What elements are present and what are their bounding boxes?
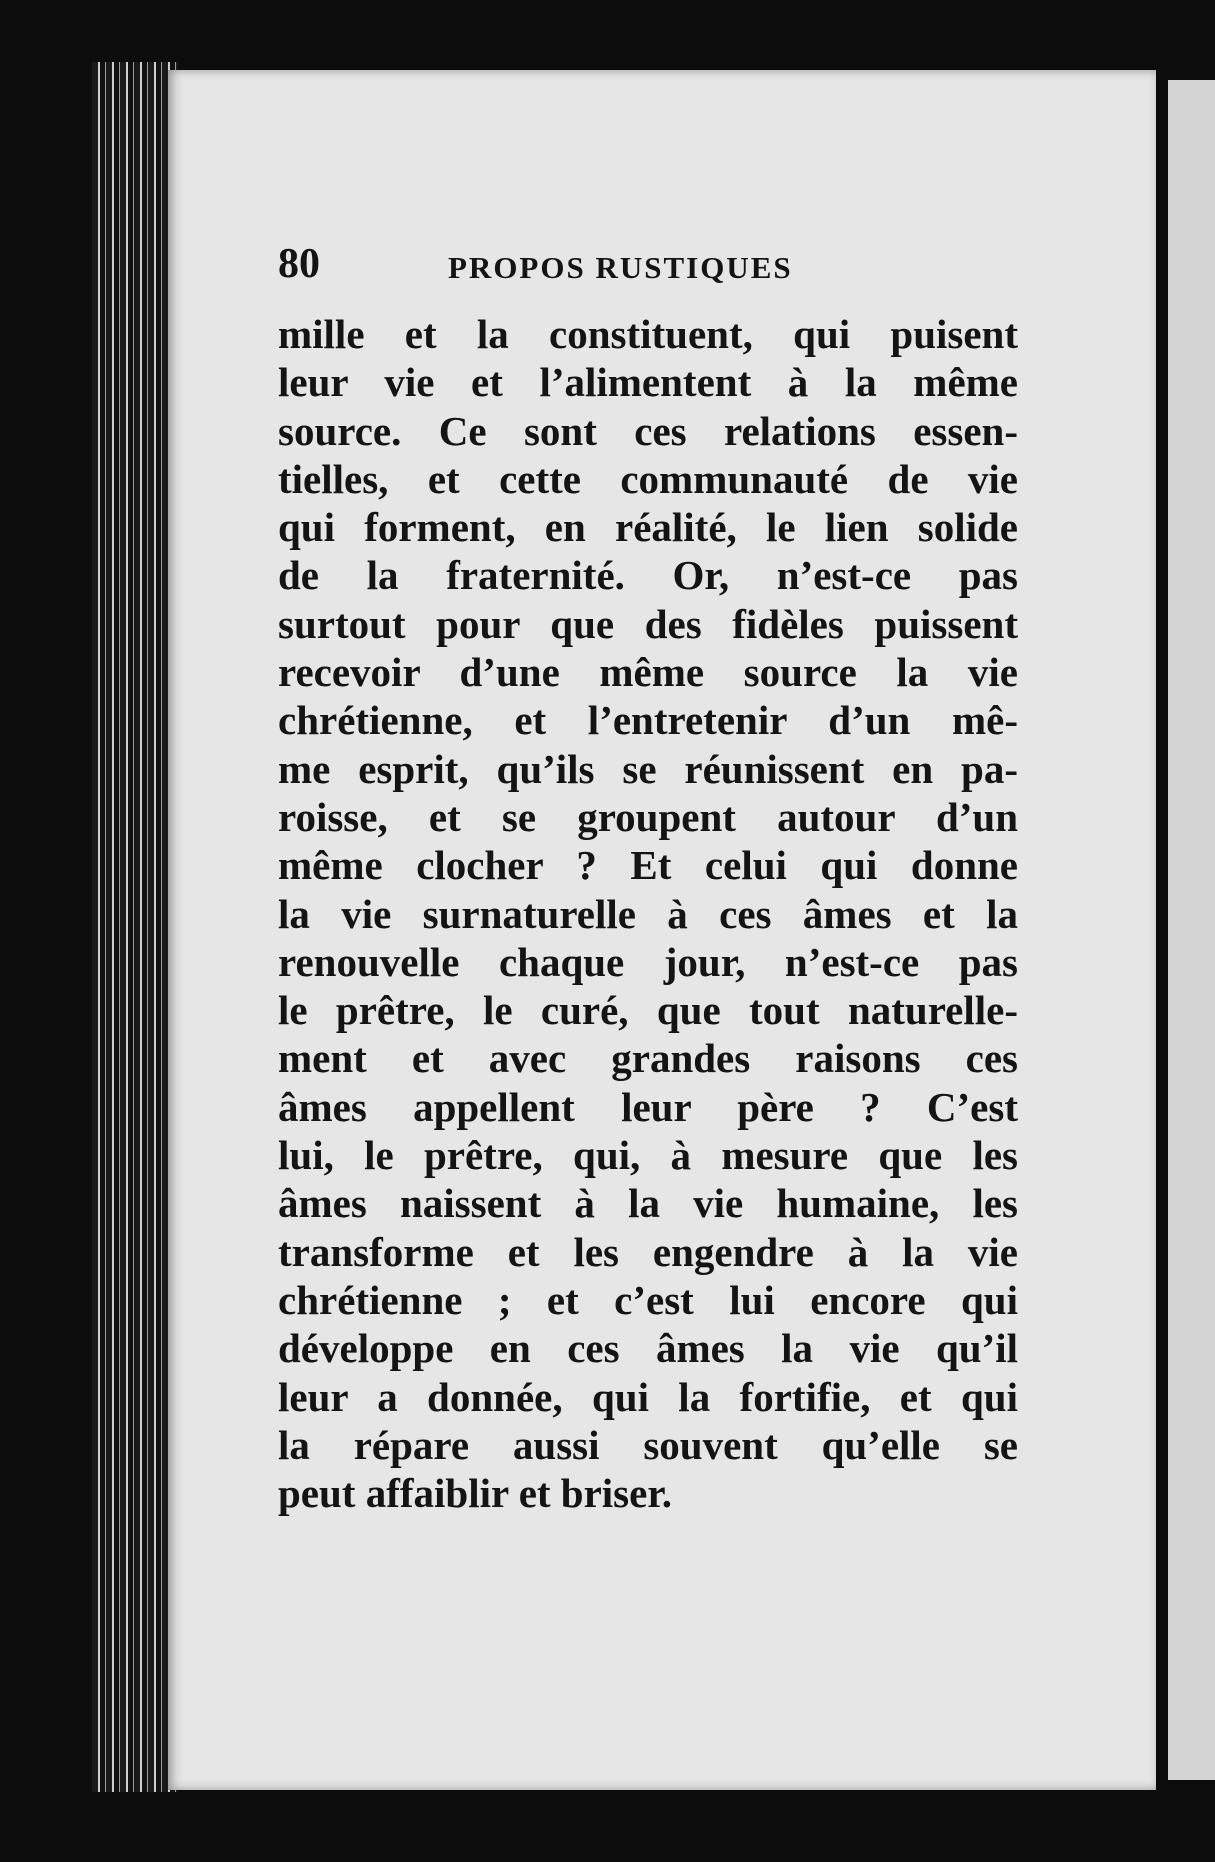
body-text [278,310,1018,1517]
text-line: le prêtre, le curé, que tout naturelle- [278,987,1018,1034]
text-line: de la fraternité. Or, n’est-ce pas [278,552,1018,599]
text-line: recevoir d’une même source la vie [278,649,1018,696]
text-line: roisse, et se groupent autour d’un [278,793,1018,840]
text-line: leur a donnée, qui la fortifie, et qui [278,1373,1018,1420]
text-line: source. Ce sont ces relations essen- [278,407,1018,454]
text-line: ment et avec grandes raisons ces [278,1035,1018,1082]
text-line: chrétienne ; et c’est lui encore qui [278,1276,1018,1323]
text-line: lui, le prêtre, qui, à mesure que les [278,1132,1018,1179]
text-line: surtout pour que des fidèles puissent [278,600,1018,647]
text-line: même clocher ? Et celui qui donne [278,842,1018,889]
text-line: mille et la constituent, qui puisent [278,311,1018,357]
next-page-edge [1168,80,1215,1780]
text-line: qui forment, en réalité, le lien solide [278,504,1018,551]
text-line: âmes appellent leur père ? C’est [278,1083,1018,1130]
text-line: chrétienne, et l’entretenir d’un mê- [278,697,1018,744]
text-line: la vie surnaturelle à ces âmes et la [278,890,1018,937]
text-line: la répare aussi souvent qu’elle se [278,1421,1018,1468]
text-line: peut affaiblir et briser. [278,1470,673,1517]
text-line: me esprit, qu’ils se réunissent en pa- [278,745,1018,792]
book-page [168,70,1156,1790]
running-head: PROPOS RUSTIQUES [448,250,793,285]
text-line: leur vie et l’alimentent à la même [278,359,1018,406]
page-number: 80 [278,241,320,287]
book-gutter [92,62,178,1792]
text-line: transforme et les engendre à la vie [278,1228,1018,1275]
text-line: âmes naissent à la vie humaine, les [278,1180,1018,1227]
text-line: renouvelle chaque jour, n’est-ce pas [278,938,1018,985]
page-header [278,240,1038,300]
text-line: tielles, et cette communauté de vie [278,455,1018,502]
text-line: développe en ces âmes la vie qu’il [278,1325,1018,1372]
